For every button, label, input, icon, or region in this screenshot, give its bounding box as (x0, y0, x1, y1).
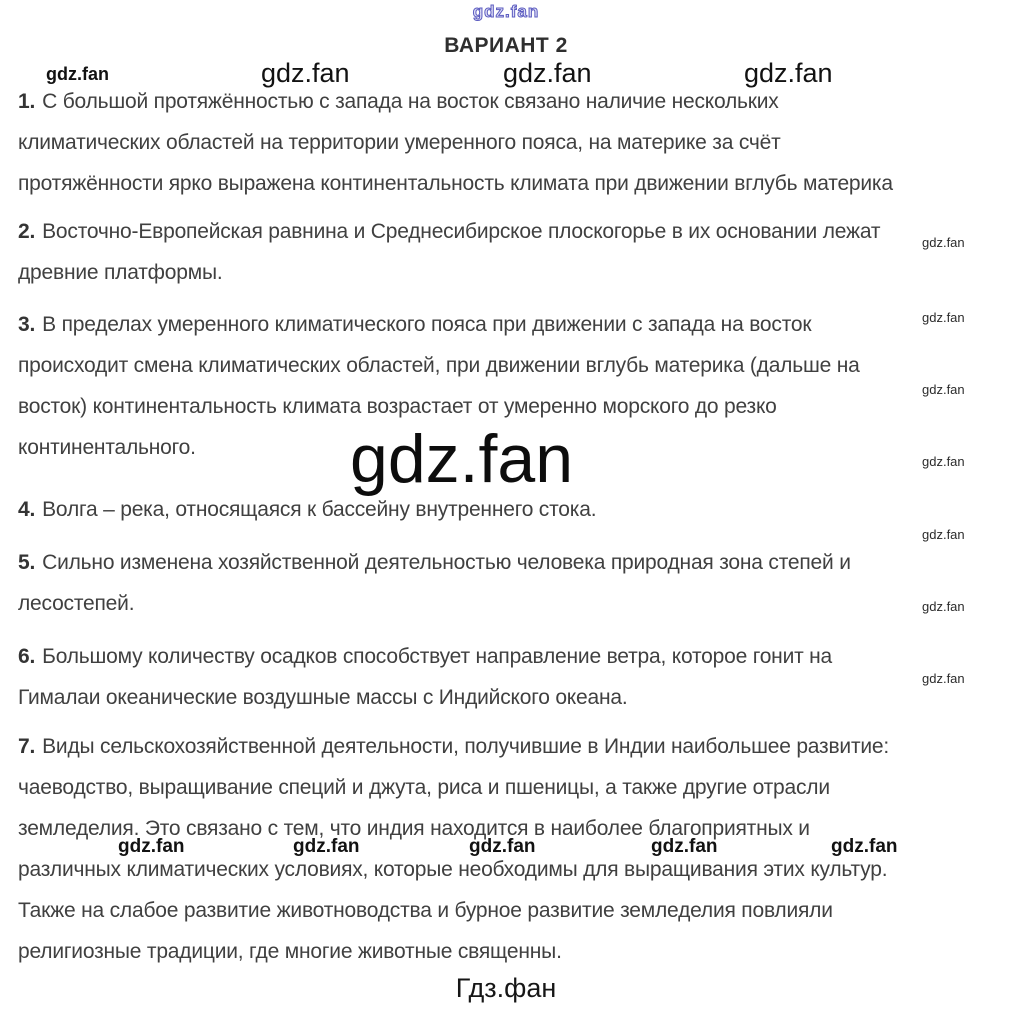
watermark: gdz.fan (922, 599, 965, 614)
watermark: gdz.fan (503, 58, 592, 88)
watermark: gdz.fan (831, 836, 898, 857)
text-line (18, 636, 1004, 677)
text-line: континентального. (18, 436, 196, 459)
answer-paragraph-1 (18, 81, 1004, 204)
watermark: gdz.fan (293, 836, 360, 857)
text-line: Также на слабое развитие животноводства и бурное развитие земледелия повлияли (18, 899, 833, 922)
text-line: религиозные традиции, где многие животные священны. (18, 940, 562, 963)
text-line (18, 304, 1004, 345)
answer-text: Виды сельскохозяйственной деятельности, получившие в Индии наибольшее развитие: (42, 735, 890, 758)
footer-site-name: Гдз.фан (455, 973, 557, 1003)
text-line (18, 726, 1004, 767)
answers-list (18, 81, 1004, 972)
answer-number: 4. (18, 498, 36, 521)
answer-paragraph-6 (18, 636, 1004, 718)
watermark: gdz.fan (922, 454, 965, 469)
answer-number: 5. (18, 551, 36, 574)
text-line (18, 489, 1004, 530)
answer-text: Восточно-Европейская равнина и Среднесибирское плоскогорье в их основании лежат (42, 220, 881, 243)
answer-paragraph-7 (18, 726, 1004, 972)
answer-text: Волга – река, относящаяся к бассейну внутреннего стока. (42, 498, 597, 521)
answer-paragraph-5 (18, 542, 1004, 624)
answer-text: Большому количеству осадков способствует направление ветра, которое гонит на (42, 645, 833, 668)
watermark: gdz.fan (261, 58, 350, 88)
watermark-large: gdz.fan (350, 421, 574, 497)
answer-number: 3. (18, 313, 36, 336)
watermark: gdz.fan (922, 382, 965, 397)
watermark: gdz.fan (922, 527, 965, 542)
text-line (18, 542, 1004, 583)
answer-text: В пределах умеренного климатического пояса при движении с запада на восток (42, 313, 812, 336)
text-line: происходит смена климатических областей, при движении вглубь материка (дальше на (18, 354, 860, 377)
text-line: земледелия. Это связано с тем, что индия находится в наиболее благоприятных и (18, 817, 810, 840)
answer-number: 1. (18, 90, 36, 113)
text-line (18, 211, 1004, 252)
answer-number: 2. (18, 220, 36, 243)
watermark: gdz.fan (118, 836, 185, 857)
answer-text: Сильно изменена хозяйственной деятельностью человека природная зона степей и (42, 551, 851, 574)
answer-paragraph-2 (18, 211, 1004, 293)
watermark: gdz.fan (922, 671, 965, 686)
watermark: gdz.fan (46, 64, 109, 84)
text-line (18, 81, 1004, 122)
answer-number: 7. (18, 735, 36, 758)
watermark: gdz.fan (922, 235, 965, 250)
text-line: чаеводство, выращивание специй и джута, риса и пшеницы, а также другие отрасли (18, 776, 830, 799)
text-line: климатических областей на территории умеренного пояса, на материке за счёт (18, 131, 781, 154)
answer-paragraph-3 (18, 304, 1004, 468)
watermark: gdz.fan (651, 836, 718, 857)
answer-paragraph-4 (18, 489, 1004, 530)
text-line: Гималаи океанические воздушные массы с Индийского океана. (18, 686, 628, 709)
watermark: gdz.fan (744, 58, 833, 88)
text-line: протяжённости ярко выражена континентальность климата при движении вглубь материка (18, 172, 893, 195)
watermark: gdz.fan (922, 310, 965, 325)
answer-text: С большой протяжённостью с запада на восток связано наличие нескольких (42, 90, 779, 113)
answer-number: 6. (18, 645, 36, 668)
text-line: восток) континентальность климата возрастает от умеренно морского до резко (18, 395, 777, 418)
text-line: древние платформы. (18, 261, 223, 284)
watermark-top-blue: gdz.fan (472, 2, 540, 21)
watermark: gdz.fan (469, 836, 536, 857)
text-line: лесостепей. (18, 592, 135, 615)
text-line: различных климатических условиях, которые необходимы для выращивания этих культур. (18, 858, 888, 881)
page-title: ВАРИАНТ 2 (444, 34, 568, 57)
